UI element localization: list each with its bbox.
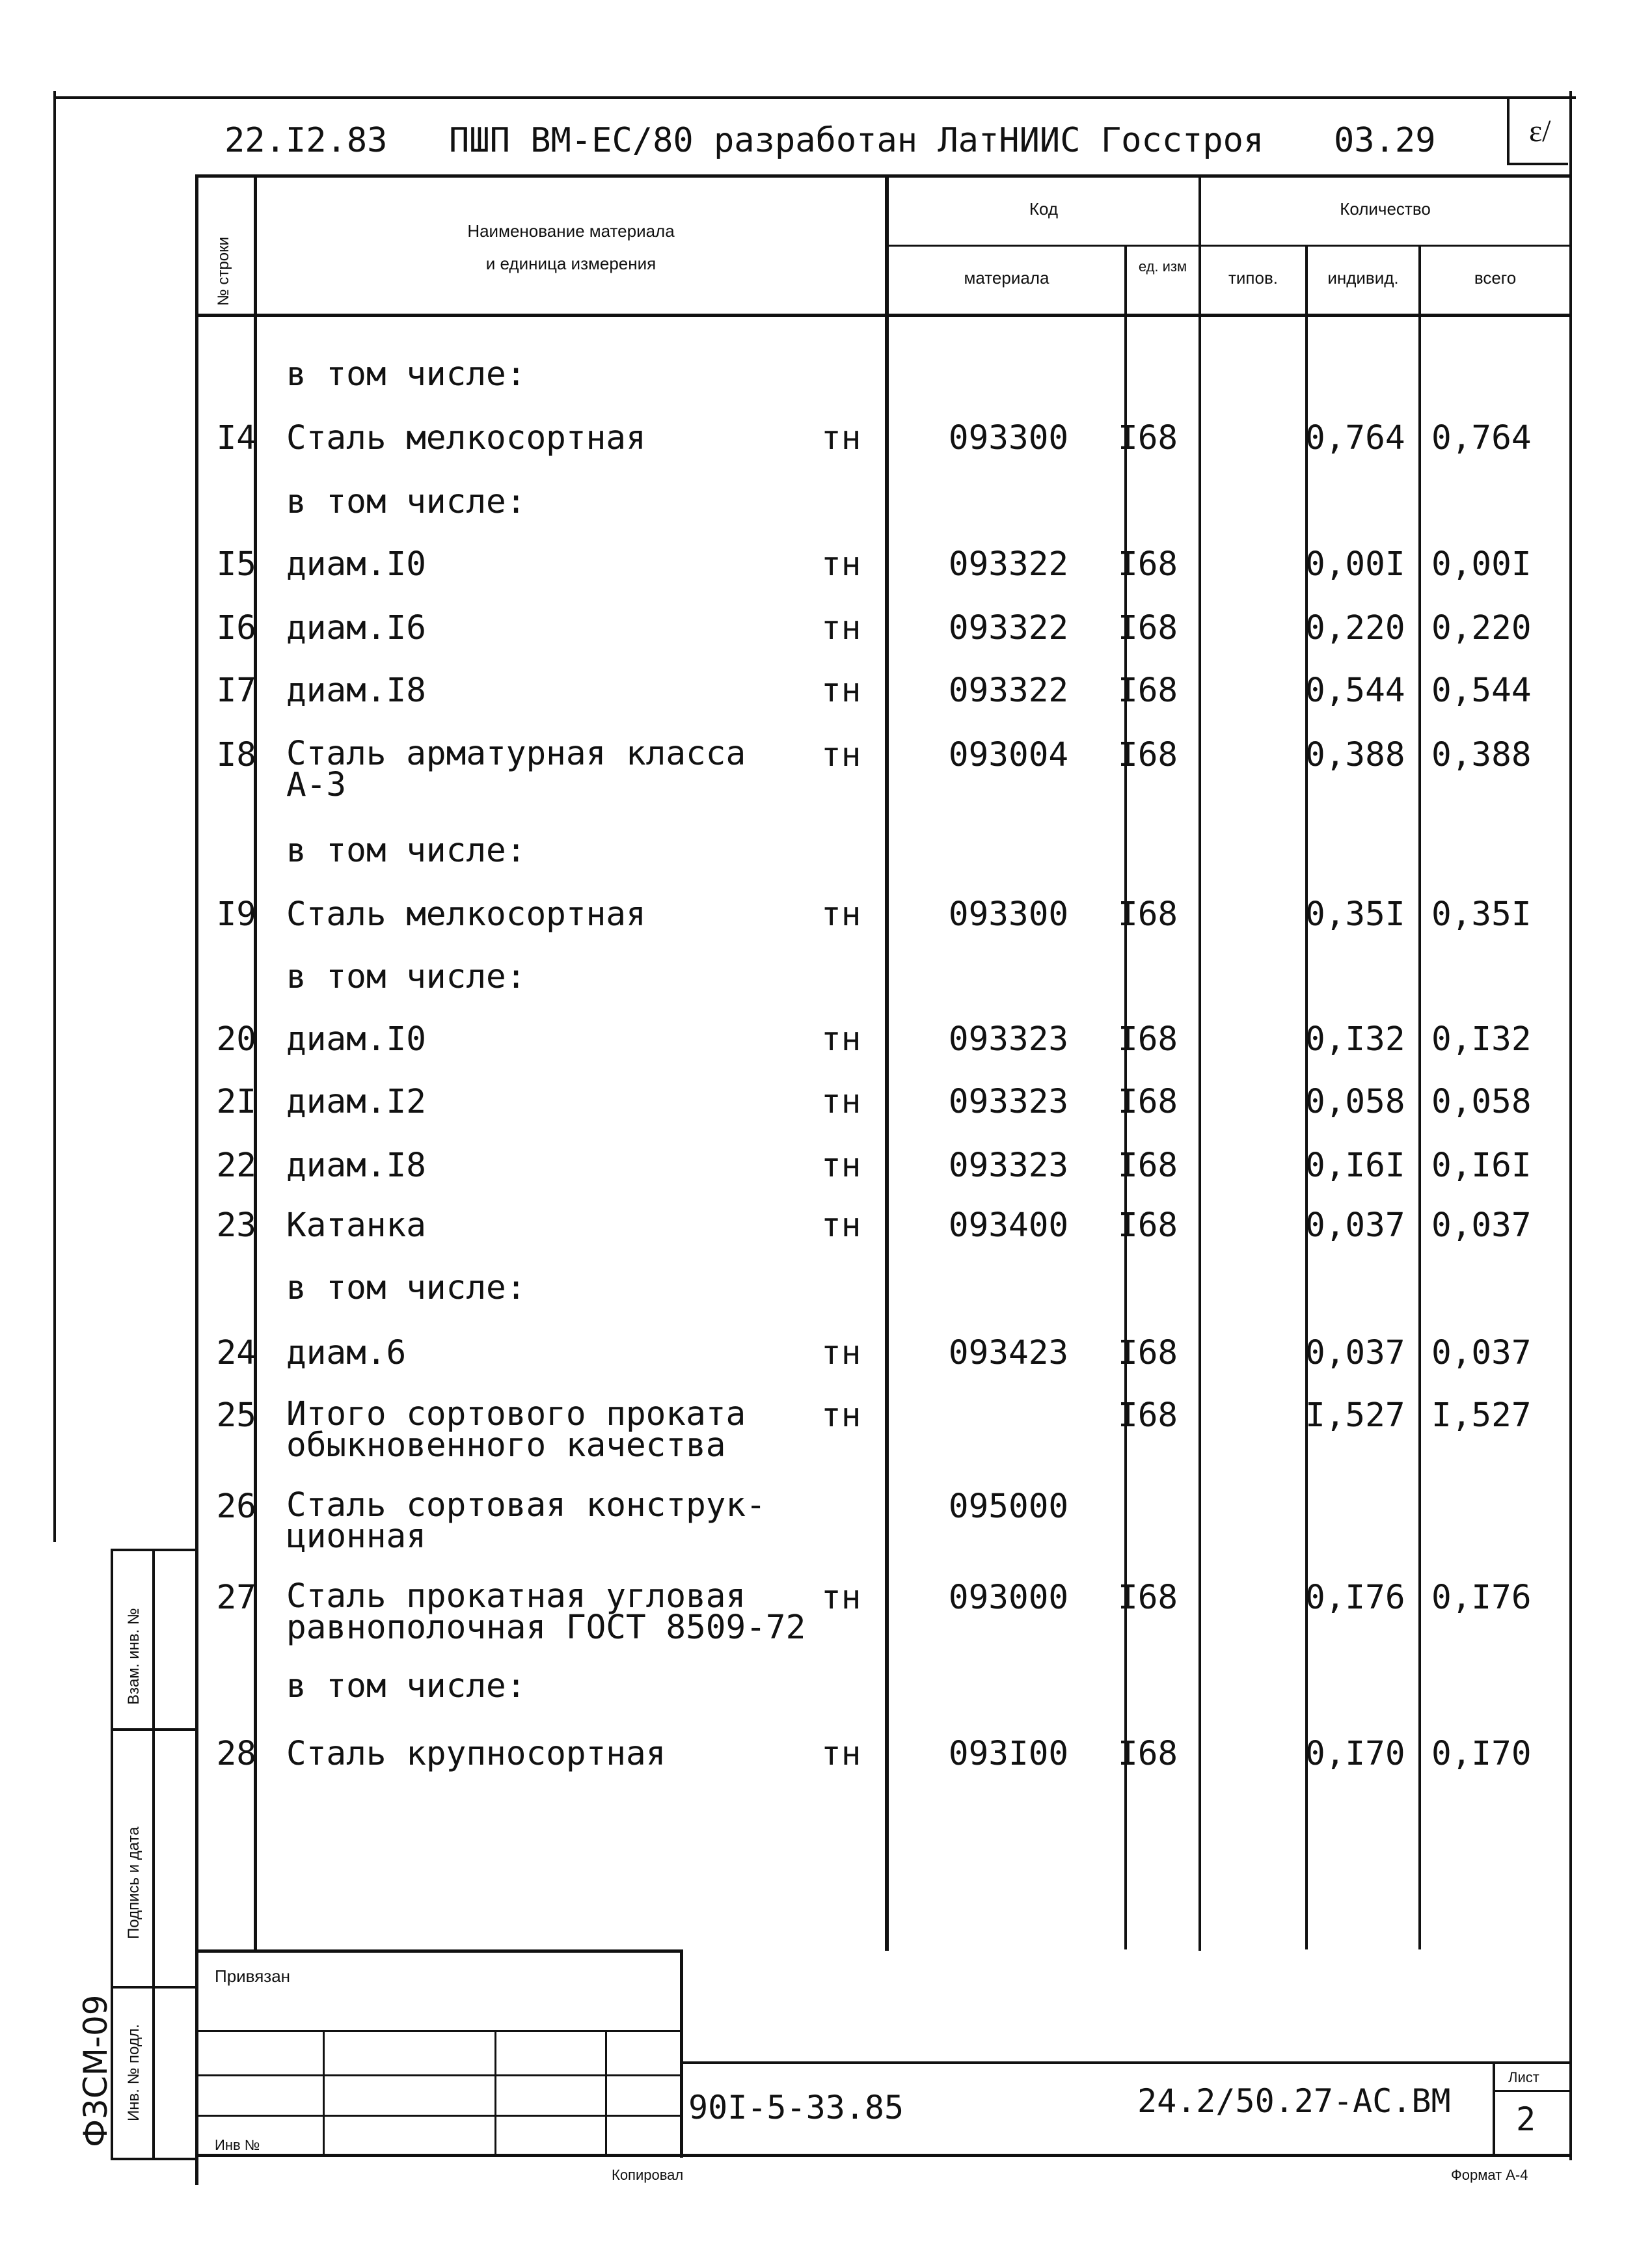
row-number: I5 (216, 545, 256, 584)
row-name: в том числе: (286, 832, 526, 870)
row-unit: тн (821, 1206, 861, 1245)
row-name: Сталь мелкосортная (286, 895, 646, 934)
row-qty-individual: 0,764 (1305, 419, 1405, 457)
row-unit-code: I68 (1118, 1147, 1178, 1185)
row-number: 27 (216, 1579, 256, 1617)
header-bottom-line (195, 314, 1572, 317)
row-unit-code: I68 (1118, 609, 1178, 647)
col-qty-line (1198, 174, 1201, 1951)
row-qty-individual: 0,220 (1305, 609, 1405, 647)
row-unit-code: I68 (1118, 1396, 1178, 1435)
col-name-header-2: и единица измерения (485, 254, 657, 273)
row-code: 093300 (948, 419, 1069, 457)
row-qty-individual: 0,037 (1305, 1206, 1405, 1245)
row-name: Сталь сортовая конструк- ционная (286, 1486, 766, 1556)
side-stamp-text: Ф3СМ-09 (77, 1994, 115, 2147)
row-name: Сталь прокатная угловая равнополочная ГОСТ 8509-72 (286, 1577, 806, 1648)
row-unit-code: I68 (1118, 545, 1178, 584)
row-qty-total: 0,00I (1431, 545, 1532, 584)
row-code: 093423 (948, 1334, 1069, 1372)
table-left-line (195, 174, 198, 2185)
col-qty-header: Количество (1340, 199, 1431, 219)
row-code: 093004 (948, 736, 1069, 774)
row-code: 093323 (948, 1147, 1069, 1185)
corner-mark: ε/ (1529, 114, 1551, 148)
row-unit-code: I68 (1118, 1579, 1178, 1617)
row-number: 22 (216, 1147, 256, 1185)
row-code: 093000 (948, 1579, 1069, 1617)
stamp-list-label: Лист (1508, 2069, 1539, 2085)
row-unit: тн (821, 895, 861, 934)
side-strip-div-2 (111, 1986, 195, 1989)
row-name: в том числе: (286, 483, 526, 521)
row-qty-total: 0,544 (1431, 672, 1532, 710)
row-qty-total: 0,I76 (1431, 1579, 1532, 1617)
side-strip-top (111, 1549, 195, 1551)
row-qty-total: 0,764 (1431, 419, 1532, 457)
row-number: I6 (216, 609, 256, 647)
row-qty-total: 0,058 (1431, 1083, 1532, 1121)
row-name: диам.I8 (286, 1147, 426, 1185)
row-name: Катанка (286, 1206, 426, 1245)
row-qty-individual: 0,388 (1305, 736, 1405, 774)
side-strip-mid (152, 1549, 155, 2160)
row-unit: тн (821, 736, 861, 774)
row-qty-individual: 0,I32 (1305, 1020, 1405, 1059)
row-unit-code: I68 (1118, 1020, 1178, 1059)
row-unit: тн (821, 419, 861, 457)
row-qty-individual: 0,544 (1305, 672, 1405, 710)
stamp-inv-no: Инв № (215, 2137, 260, 2153)
row-qty-total: 0,037 (1431, 1206, 1532, 1245)
col-code-unit-header: ед. изм (1138, 258, 1187, 275)
col-qty-typical-header: типов. (1228, 268, 1278, 288)
row-code: 093322 (948, 672, 1069, 710)
stamp-col-line-3 (605, 2030, 607, 2157)
row-number: 24 (216, 1334, 256, 1372)
row-qty-individual: 0,037 (1305, 1334, 1405, 1372)
top-edge-line (53, 96, 1576, 99)
stamp-row-line-3 (195, 2115, 683, 2117)
col-code-material-header: материала (964, 268, 1049, 288)
row-number: I7 (216, 672, 256, 710)
stamp-col-line-1 (323, 2030, 325, 2157)
stamp-top-line (195, 1949, 683, 1953)
stamp-col-line-2 (494, 2030, 496, 2157)
row-unit: тн (821, 609, 861, 647)
row-number: 2I (216, 1083, 256, 1121)
row-qty-total: 0,35I (1431, 895, 1532, 934)
row-name: в том числе: (286, 1667, 526, 1705)
row-qty-individual: 0,058 (1305, 1083, 1405, 1121)
row-name: диам.I8 (286, 672, 426, 710)
stamp-row-line-2 (195, 2074, 683, 2076)
frame-bottom-line (195, 2154, 1572, 2157)
row-unit-code: I68 (1118, 1334, 1178, 1372)
row-unit-code: I68 (1118, 736, 1178, 774)
col-code-line (885, 174, 889, 1951)
row-code: 095000 (948, 1487, 1069, 1526)
row-name: Итого сортового проката обыкновенного качества (286, 1395, 746, 1465)
side-inv-podl: Инв. № подл. (125, 2024, 142, 2121)
row-unit: тн (821, 1579, 861, 1617)
row-unit-code: I68 (1118, 672, 1178, 710)
row-unit: тн (821, 1020, 861, 1059)
row-qty-individual: 0,I76 (1305, 1579, 1405, 1617)
row-qty-total: 0,I6I (1431, 1147, 1532, 1185)
row-unit: тн (821, 545, 861, 584)
row-qty-total: 0,037 (1431, 1334, 1532, 1372)
row-number: I4 (216, 419, 256, 457)
row-number: I9 (216, 895, 256, 934)
row-qty-total: 0,I32 (1431, 1020, 1532, 1059)
row-code: 093I00 (948, 1735, 1069, 1773)
row-number: 26 (216, 1487, 256, 1526)
col-row-no-header: № строки (215, 236, 232, 306)
col-qty-individual-header: индивид. (1327, 268, 1399, 288)
row-name: диам.I2 (286, 1083, 426, 1121)
row-unit: тн (821, 1147, 861, 1185)
row-number: I8 (216, 736, 256, 774)
col-name-header-1: Наименование материала (467, 221, 675, 241)
row-unit: тн (821, 672, 861, 710)
stamp-row-line-1 (195, 2030, 683, 2032)
row-unit: тн (821, 1334, 861, 1372)
list-box-line (1493, 2061, 1495, 2156)
row-qty-total: 0,220 (1431, 609, 1532, 647)
row-qty-individual: 0,35I (1305, 895, 1405, 934)
row-code: 093323 (948, 1083, 1069, 1121)
row-qty-total: 0,388 (1431, 736, 1532, 774)
row-qty-total: I,527 (1431, 1396, 1532, 1435)
header-top-line (195, 174, 1572, 178)
list-box-inner-line (1493, 2090, 1572, 2092)
corner-box (1507, 98, 1568, 165)
row-name: диам.I6 (286, 609, 426, 647)
row-name: в том числе: (286, 1269, 526, 1307)
row-unit: тн (821, 1396, 861, 1435)
stamp-right-line (680, 1949, 683, 2158)
row-code: 093322 (948, 545, 1069, 584)
row-qty-individual: 0,I6I (1305, 1147, 1405, 1185)
side-strip-div-1 (111, 1728, 195, 1731)
row-number: 23 (216, 1206, 256, 1245)
stamp-format: Формат А-4 (1451, 2167, 1528, 2183)
col-code-header: Код (1029, 199, 1059, 219)
row-name: диам.I0 (286, 545, 426, 584)
row-code: 093400 (948, 1206, 1069, 1245)
row-name: в том числе: (286, 355, 526, 394)
side-vzam-inv: Взам. инв. № (125, 1608, 142, 1705)
row-number: 25 (216, 1396, 256, 1435)
row-name: Сталь арматурная класса А-3 (286, 735, 746, 805)
row-unit: тн (821, 1735, 861, 1773)
row-name: в том числе: (286, 958, 526, 996)
stamp-doc-code: 90I-5-33.85 (688, 2089, 904, 2126)
row-name: Сталь крупносортная (286, 1735, 666, 1773)
row-code: 093300 (948, 895, 1069, 934)
stamp-kopiroval: Копировал (612, 2167, 684, 2183)
stamp-list-value: 2 (1516, 2100, 1536, 2138)
row-code: 093322 (948, 609, 1069, 647)
header-title: ПШП ВМ-ЕС/80 разработан ЛатНИИС Госстроя (449, 121, 1264, 160)
col-ind-line (1418, 245, 1421, 1949)
row-name: диам.6 (286, 1334, 407, 1372)
row-unit-code: I68 (1118, 1735, 1178, 1773)
header-date: 22.I2.83 (224, 121, 388, 160)
row-code: 093323 (948, 1020, 1069, 1059)
side-podpis-data: Подпись и дата (125, 1826, 142, 1939)
row-number: 20 (216, 1020, 256, 1059)
row-qty-individual: 0,I70 (1305, 1735, 1405, 1773)
header-code: 03.29 (1334, 121, 1436, 160)
row-unit-code: I68 (1118, 1206, 1178, 1245)
right-frame-line (1569, 91, 1572, 2160)
row-unit-code: I68 (1118, 419, 1178, 457)
row-number: 28 (216, 1735, 256, 1773)
left-edge-line (53, 91, 56, 1542)
side-strip-bottom (111, 2158, 195, 2160)
col-qty-total-header: всего (1474, 268, 1517, 288)
row-qty-individual: I,527 (1305, 1396, 1405, 1435)
row-unit-code: I68 (1118, 1083, 1178, 1121)
row-unit: тн (821, 1083, 861, 1121)
stamp-main-line (680, 2061, 1572, 2064)
row-name: диам.I0 (286, 1020, 426, 1059)
row-qty-individual: 0,00I (1305, 545, 1405, 584)
row-unit-code: I68 (1118, 895, 1178, 934)
row-name: Сталь мелкосортная (286, 419, 646, 457)
stamp-doc-number: 24.2/50.27-АС.ВМ (1137, 2082, 1451, 2120)
stamp-privyazan: Привязан (215, 1966, 291, 1986)
subheader-line (885, 245, 1572, 247)
row-qty-total: 0,I70 (1431, 1735, 1532, 1773)
